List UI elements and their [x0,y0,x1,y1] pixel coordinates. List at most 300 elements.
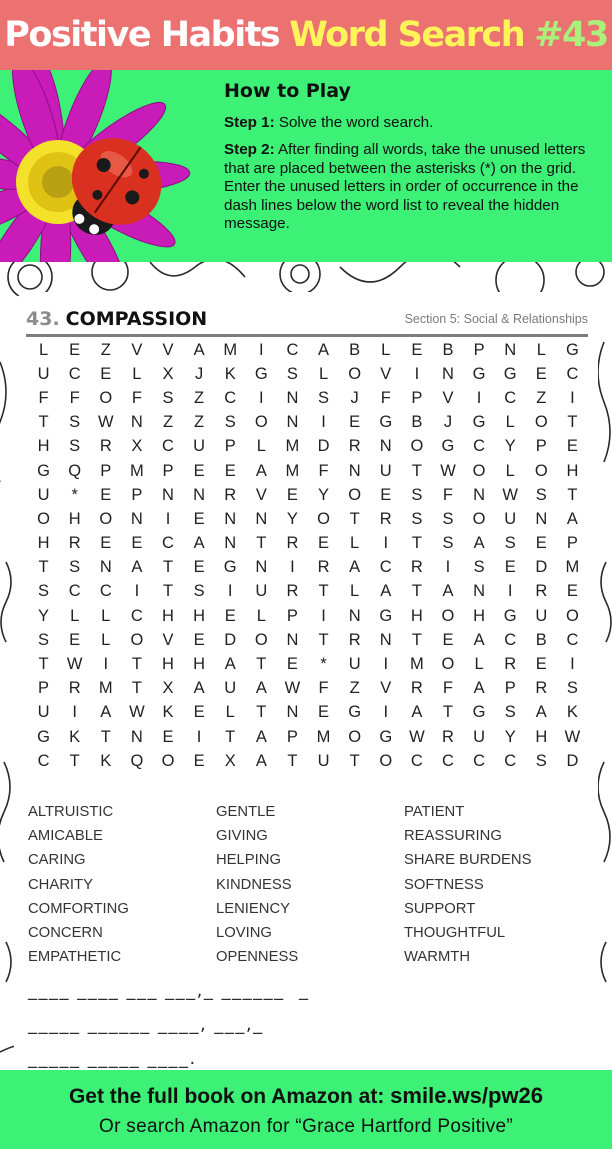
grid-cell[interactable]: T [162,558,174,577]
grid-cell[interactable]: O [472,509,486,528]
grid-cell[interactable]: N [379,437,392,456]
grid-cell[interactable]: C [473,751,486,770]
grid-cell[interactable]: O [534,461,548,480]
grid-cell[interactable]: E [193,461,205,480]
grid-cell[interactable]: T [38,655,49,674]
grid-cell[interactable]: O [565,606,579,625]
grid-cell[interactable]: F [318,461,329,480]
grid-cell[interactable]: I [72,703,77,722]
grid-cell[interactable]: S [442,534,454,553]
grid-cell[interactable]: S [286,364,298,383]
grid-cell[interactable]: R [442,727,454,746]
grid-cell[interactable]: G [37,727,50,746]
grid-cell[interactable]: G [379,413,393,432]
grid-cell[interactable]: T [131,655,142,674]
grid-cell[interactable]: L [474,655,484,674]
grid-cell[interactable]: T [256,534,267,553]
grid-cell[interactable]: A [193,679,205,698]
grid-cell[interactable]: A [224,655,236,674]
grid-cell[interactable]: Z [162,413,174,432]
grid-cell[interactable]: V [442,388,454,407]
grid-cell[interactable]: P [286,727,298,746]
grid-cell[interactable]: V [380,679,392,698]
grid-cell[interactable]: V [380,364,392,383]
grid-cell[interactable]: S [535,751,547,770]
grid-cell[interactable]: Q [130,751,144,770]
grid-cell[interactable]: L [505,413,515,432]
grid-cell[interactable]: V [162,630,174,649]
grid-cell[interactable]: H [193,655,206,674]
grid-cell[interactable]: R [535,582,548,601]
grid-cell[interactable]: S [411,485,423,504]
grid-cell[interactable]: E [286,485,298,504]
grid-cell[interactable]: N [224,534,237,553]
grid-cell[interactable]: T [349,751,360,770]
grid-cell[interactable]: H [535,727,548,746]
grid-cell[interactable]: * [320,655,327,674]
grid-cell[interactable]: V [255,485,267,504]
grid-cell[interactable]: S [38,582,50,601]
grid-cell[interactable]: M [285,461,300,480]
grid-cell[interactable]: R [348,437,361,456]
grid-cell[interactable]: E [193,509,205,528]
grid-cell[interactable]: C [68,582,81,601]
grid-cell[interactable]: E [100,534,112,553]
grid-cell[interactable]: T [225,727,236,746]
grid-cell[interactable]: N [286,703,299,722]
grid-cell[interactable]: E [566,582,578,601]
grid-cell[interactable]: O [130,630,144,649]
grid-cell[interactable]: N [255,558,268,577]
grid-cell[interactable]: O [37,509,50,528]
grid-cell[interactable]: T [38,558,49,577]
grid-cell[interactable]: E [224,461,236,480]
grid-cell[interactable]: Z [194,388,205,407]
grid-cell[interactable]: G [503,364,517,383]
grid-cell[interactable]: D [317,437,330,456]
grid-cell[interactable]: L [256,606,266,625]
grid-cell[interactable]: T [411,461,422,480]
grid-cell[interactable]: I [321,413,326,432]
grid-cell[interactable]: S [224,413,236,432]
grid-cell[interactable]: T [256,655,267,674]
grid-cell[interactable]: L [350,534,360,553]
grid-cell[interactable]: A [193,340,205,359]
grid-cell[interactable]: I [290,558,295,577]
grid-cell[interactable]: A [193,534,205,553]
grid-cell[interactable]: E [535,534,547,553]
grid-cell[interactable]: I [445,558,451,577]
grid-cell[interactable]: P [411,388,423,407]
grid-cell[interactable]: N [130,509,143,528]
grid-cell[interactable]: N [504,340,517,359]
grid-cell[interactable]: L [381,340,391,359]
grid-cell[interactable]: N [473,485,486,504]
grid-cell[interactable]: W [284,679,301,698]
grid-cell[interactable]: L [70,606,80,625]
grid-cell[interactable]: E [162,727,174,746]
grid-cell[interactable]: K [100,751,112,770]
grid-cell[interactable]: E [535,364,547,383]
grid-cell[interactable]: Y [318,485,330,504]
grid-cell[interactable]: T [567,413,578,432]
grid-cell[interactable]: E [318,703,330,722]
grid-cell[interactable]: M [285,437,300,456]
grid-cell[interactable]: W [502,485,518,504]
grid-cell[interactable]: A [473,630,485,649]
grid-cell[interactable]: B [442,340,454,359]
grid-cell[interactable]: C [442,751,454,770]
grid-cell[interactable]: T [411,630,422,649]
grid-cell[interactable]: I [196,727,202,746]
grid-cell[interactable]: O [441,655,455,674]
grid-cell[interactable]: I [383,655,389,674]
grid-cell[interactable]: P [100,461,112,480]
grid-cell[interactable]: O [348,364,362,383]
grid-cell[interactable]: T [411,534,422,553]
grid-cell[interactable]: I [227,582,233,601]
grid-cell[interactable]: M [565,558,580,577]
grid-cell[interactable]: R [99,437,112,456]
grid-cell[interactable]: H [68,509,81,528]
grid-cell[interactable]: O [317,509,330,528]
grid-cell[interactable]: C [566,630,579,649]
grid-cell[interactable]: C [504,388,517,407]
grid-cell[interactable]: P [131,485,143,504]
grid-cell[interactable]: D [566,751,579,770]
grid-cell[interactable]: T [100,727,111,746]
grid-cell[interactable]: U [37,485,50,504]
grid-cell[interactable]: T [256,703,267,722]
grid-cell[interactable]: C [286,340,299,359]
grid-cell[interactable]: A [411,703,423,722]
grid-cell[interactable]: Y [38,606,50,625]
grid-cell[interactable]: E [286,655,298,674]
grid-cell[interactable]: T [567,485,578,504]
grid-cell[interactable]: R [68,679,81,698]
grid-cell[interactable]: T [349,509,360,528]
grid-cell[interactable]: E [504,558,516,577]
grid-cell[interactable]: F [380,388,391,407]
grid-cell[interactable]: A [442,582,454,601]
grid-cell[interactable]: C [566,364,579,383]
grid-cell[interactable]: G [37,461,50,480]
grid-cell[interactable]: X [162,364,174,383]
grid-cell[interactable]: P [286,606,298,625]
grid-cell[interactable]: G [565,340,579,359]
grid-cell[interactable]: P [38,679,50,698]
grid-cell[interactable]: I [259,388,264,407]
grid-cell[interactable]: F [318,679,329,698]
grid-cell[interactable]: X [224,751,236,770]
grid-cell[interactable]: P [224,437,236,456]
grid-cell[interactable]: E [380,485,392,504]
grid-cell[interactable]: T [442,703,454,722]
grid-cell[interactable]: N [286,413,299,432]
grid-cell[interactable]: K [566,703,578,722]
grid-cell[interactable]: Y [504,727,516,746]
grid-cell[interactable]: E [318,534,330,553]
grid-cell[interactable]: W [440,461,456,480]
grid-cell[interactable]: S [566,679,578,698]
grid-cell[interactable]: M [98,679,113,698]
grid-cell[interactable]: U [224,679,237,698]
grid-cell[interactable]: O [99,388,113,407]
grid-cell[interactable]: G [348,703,362,722]
grid-cell[interactable]: K [69,727,81,746]
grid-cell[interactable]: I [570,655,575,674]
grid-cell[interactable]: F [442,485,454,504]
grid-cell[interactable]: M [223,340,238,359]
grid-cell[interactable]: A [255,727,267,746]
grid-cell[interactable]: E [193,703,205,722]
grid-cell[interactable]: S [442,509,454,528]
grid-cell[interactable]: P [473,340,485,359]
grid-cell[interactable]: P [566,534,578,553]
grid-cell[interactable]: C [504,751,517,770]
grid-cell[interactable]: P [162,461,174,480]
grid-cell[interactable]: I [383,703,389,722]
grid-cell[interactable]: N [130,413,143,432]
grid-cell[interactable]: G [379,727,393,746]
grid-cell[interactable]: N [255,509,268,528]
grid-cell[interactable]: Y [286,509,298,528]
grid-cell[interactable]: S [535,485,547,504]
grid-cell[interactable]: G [472,703,486,722]
grid-cell[interactable]: N [224,509,237,528]
grid-cell[interactable]: A [349,558,361,577]
grid-cell[interactable]: R [535,679,548,698]
grid-cell[interactable]: A [566,509,578,528]
grid-cell[interactable]: S [473,558,485,577]
grid-cell[interactable]: L [101,606,111,625]
grid-cell[interactable]: N [442,364,454,383]
grid-cell[interactable]: C [99,582,112,601]
grid-cell[interactable]: Q [68,461,82,480]
grid-cell[interactable]: J [194,364,204,383]
grid-cell[interactable]: S [504,534,516,553]
grid-cell[interactable]: G [472,413,486,432]
grid-cell[interactable]: F [69,388,80,407]
grid-cell[interactable]: L [225,703,235,722]
grid-cell[interactable]: R [410,679,423,698]
grid-cell[interactable]: N [348,606,361,625]
grid-cell[interactable]: B [349,340,361,359]
grid-cell[interactable]: S [69,558,81,577]
grid-cell[interactable]: C [410,751,423,770]
grid-cell[interactable]: F [38,388,49,407]
grid-cell[interactable]: G [503,606,517,625]
grid-cell[interactable]: A [255,679,267,698]
grid-cell[interactable]: A [100,703,112,722]
grid-cell[interactable]: Z [100,340,111,359]
grid-cell[interactable]: W [97,413,114,432]
grid-cell[interactable]: E [100,364,112,383]
grid-cell[interactable]: M [130,461,144,480]
grid-cell[interactable]: T [69,751,80,770]
grid-cell[interactable]: S [504,703,516,722]
grid-cell[interactable]: A [473,534,485,553]
grid-cell[interactable]: O [534,413,548,432]
grid-cell[interactable]: S [69,413,81,432]
grid-cell[interactable]: E [349,413,361,432]
grid-cell[interactable]: W [66,655,83,674]
grid-cell[interactable]: J [350,388,359,407]
grid-cell[interactable]: R [286,534,299,553]
grid-cell[interactable]: S [318,388,330,407]
grid-cell[interactable]: E [131,534,143,553]
grid-cell[interactable]: U [37,703,50,722]
grid-cell[interactable]: R [286,582,299,601]
grid-cell[interactable]: W [409,727,425,746]
grid-cell[interactable]: C [37,751,50,770]
grid-cell[interactable]: F [442,679,454,698]
grid-cell[interactable]: E [100,485,112,504]
grid-cell[interactable]: E [193,630,205,649]
grid-cell[interactable]: Z [536,388,547,407]
grid-cell[interactable]: U [504,509,517,528]
grid-cell[interactable]: O [441,606,455,625]
grid-cell[interactable]: S [38,630,50,649]
grid-cell[interactable]: S [193,582,205,601]
grid-cell[interactable]: H [410,606,423,625]
grid-cell[interactable]: V [162,340,174,359]
grid-cell[interactable]: G [472,364,486,383]
grid-cell[interactable]: D [535,558,548,577]
grid-cell[interactable]: U [255,582,268,601]
grid-cell[interactable]: O [410,437,424,456]
grid-cell[interactable]: H [193,606,206,625]
grid-cell[interactable]: U [348,655,361,674]
grid-cell[interactable]: T [131,679,142,698]
grid-cell[interactable]: L [318,364,329,383]
grid-cell[interactable]: R [410,558,423,577]
grid-cell[interactable]: M [316,727,331,746]
grid-cell[interactable]: E [193,558,205,577]
grid-cell[interactable]: U [535,606,548,625]
grid-cell[interactable]: C [504,630,517,649]
grid-cell[interactable]: N [348,461,361,480]
amazon-link[interactable]: smile.ws/pw26 [390,1083,544,1108]
grid-cell[interactable]: O [348,727,362,746]
grid-cell[interactable]: R [224,485,237,504]
grid-cell[interactable]: O [99,509,113,528]
grid-cell[interactable]: I [321,606,326,625]
grid-cell[interactable]: T [38,413,49,432]
grid-cell[interactable]: O [161,751,175,770]
grid-cell[interactable]: L [132,364,142,383]
grid-cell[interactable]: * [71,485,78,504]
grid-cell[interactable]: L [38,340,49,359]
grid-cell[interactable]: K [224,364,236,383]
grid-cell[interactable]: X [162,679,174,698]
grid-cell[interactable]: I [414,364,420,383]
grid-cell[interactable]: G [379,606,393,625]
grid-cell[interactable]: A [255,751,267,770]
grid-cell[interactable]: E [193,751,205,770]
grid-cell[interactable]: I [570,388,575,407]
grid-cell[interactable]: O [254,413,268,432]
grid-cell[interactable]: O [379,751,393,770]
grid-cell[interactable]: L [350,582,360,601]
grid-cell[interactable]: H [37,437,50,456]
grid-cell[interactable]: E [69,340,81,359]
grid-cell[interactable]: L [256,437,266,456]
grid-cell[interactable]: D [224,630,237,649]
grid-cell[interactable]: I [507,582,513,601]
grid-cell[interactable]: U [473,727,486,746]
grid-cell[interactable]: T [318,630,329,649]
grid-cell[interactable]: I [103,655,109,674]
grid-cell[interactable]: N [99,558,112,577]
grid-cell[interactable]: I [259,340,264,359]
grid-cell[interactable]: F [131,388,142,407]
grid-cell[interactable]: S [411,509,423,528]
grid-cell[interactable]: U [379,461,392,480]
grid-cell[interactable]: M [409,655,424,674]
grid-cell[interactable]: Z [194,413,205,432]
grid-cell[interactable]: E [442,630,454,649]
grid-cell[interactable]: H [162,655,174,674]
grid-cell[interactable]: I [383,534,389,553]
grid-cell[interactable]: R [379,509,392,528]
grid-cell[interactable]: C [130,606,143,625]
grid-cell[interactable]: I [476,388,482,407]
grid-cell[interactable]: V [131,340,143,359]
grid-cell[interactable]: C [162,437,174,456]
grid-cell[interactable]: E [224,606,236,625]
grid-cell[interactable]: S [69,437,81,456]
grid-cell[interactable]: H [473,606,486,625]
grid-cell[interactable]: T [411,582,422,601]
grid-cell[interactable]: S [162,388,174,407]
grid-cell[interactable]: X [131,437,143,456]
grid-cell[interactable]: C [224,388,237,407]
grid-cell[interactable]: N [535,509,548,528]
grid-cell[interactable]: R [68,534,81,553]
grid-cell[interactable]: C [68,364,81,383]
grid-cell[interactable]: I [165,509,171,528]
grid-cell[interactable]: T [162,582,174,601]
grid-cell[interactable]: A [255,461,267,480]
grid-cell[interactable]: O [348,485,362,504]
grid-cell[interactable]: E [566,437,578,456]
grid-cell[interactable]: W [129,703,145,722]
grid-cell[interactable]: O [254,630,268,649]
grid-cell[interactable]: G [223,558,237,577]
grid-cell[interactable]: B [535,630,547,649]
grid-cell[interactable]: N [130,727,143,746]
grid-cell[interactable]: N [473,582,486,601]
grid-cell[interactable]: E [535,655,547,674]
grid-cell[interactable]: H [37,534,50,553]
grid-cell[interactable]: N [193,485,206,504]
grid-cell[interactable]: L [505,461,515,480]
grid-cell[interactable]: E [411,340,423,359]
grid-cell[interactable]: N [286,388,299,407]
grid-cell[interactable]: U [37,364,50,383]
grid-cell[interactable]: T [318,582,329,601]
grid-cell[interactable]: C [379,558,392,577]
grid-cell[interactable]: G [441,437,455,456]
grid-cell[interactable]: R [317,558,330,577]
grid-cell[interactable]: T [287,751,298,770]
grid-cell[interactable]: A [131,558,143,577]
grid-cell[interactable]: C [162,534,174,553]
grid-cell[interactable]: Z [349,679,360,698]
grid-cell[interactable]: P [504,679,516,698]
grid-cell[interactable]: L [101,630,111,649]
